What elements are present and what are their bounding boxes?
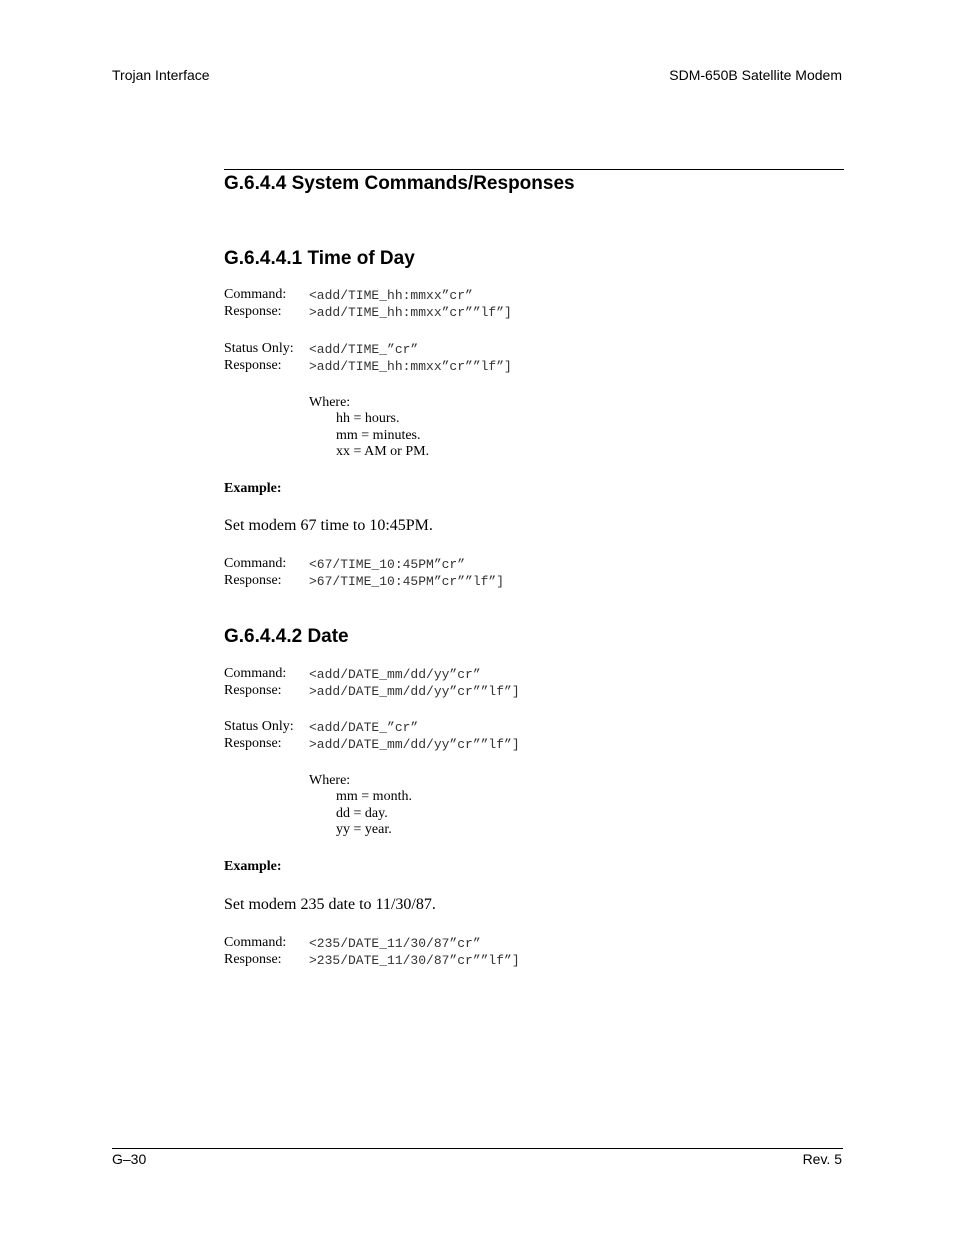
header-left: Trojan Interface	[112, 67, 210, 83]
footer-revision: Rev. 5	[802, 1151, 842, 1167]
header-right: SDM-650B Satellite Modem	[669, 67, 842, 83]
cmd-code: <67/TIME_10:45PM”cr”	[309, 557, 466, 572]
footer-rule	[112, 1148, 843, 1149]
cmd-label: Command:	[224, 666, 287, 681]
resp-code: >235/DATE_11/30/87”cr””lf”]	[309, 953, 520, 968]
example-text: Set modem 67 time to 10:45PM.	[224, 517, 433, 534]
section-title: G.6.4.4 System Commands/Responses	[224, 173, 575, 194]
time-of-day-title: G.6.4.4.1 Time of Day	[224, 248, 415, 269]
resp-code: >add/DATE_mm/dd/yy”cr””lf”]	[309, 737, 520, 752]
resp-label: Response:	[224, 952, 282, 967]
resp-code: >67/TIME_10:45PM”cr””lf”]	[309, 574, 505, 589]
footer-page-number: G–30	[112, 1151, 147, 1167]
cmd-code: <235/DATE_11/30/87”cr”	[309, 936, 481, 951]
where-item: hh = hours.	[336, 411, 400, 426]
where-item: yy = year.	[336, 822, 392, 837]
where-label: Where:	[309, 395, 351, 410]
example-label: Example:	[224, 481, 282, 496]
cmd-label: Command:	[224, 935, 287, 950]
status-label: Status Only:	[224, 341, 294, 356]
date-title: G.6.4.4.2 Date	[224, 626, 349, 647]
cmd-code: <add/TIME_hh:mmxx”cr”	[309, 288, 473, 303]
where-item: mm = month.	[336, 789, 412, 804]
where-label: Where:	[309, 773, 351, 788]
example-text: Set modem 235 date to 11/30/87.	[224, 896, 436, 913]
resp-label: Response:	[224, 683, 282, 698]
status-label: Status Only:	[224, 719, 294, 734]
where-item: mm = minutes.	[336, 428, 421, 443]
cmd-code: <add/DATE_mm/dd/yy”cr”	[309, 667, 481, 682]
example-label: Example:	[224, 859, 282, 874]
cmd-label: Command:	[224, 556, 287, 571]
where-item: xx = AM or PM.	[336, 444, 430, 459]
where-item: dd = day.	[336, 806, 388, 821]
cmd-label: Command:	[224, 287, 287, 302]
resp-code: >add/DATE_mm/dd/yy”cr””lf”]	[309, 684, 520, 699]
resp-code: >add/TIME_hh:mmxx”cr””lf”]	[309, 359, 512, 374]
resp-label: Response:	[224, 573, 282, 588]
resp-code: >add/TIME_hh:mmxx”cr””lf”]	[309, 305, 512, 320]
status-code: <add/TIME_”cr”	[309, 342, 419, 357]
section-rule	[224, 169, 844, 170]
resp-label: Response:	[224, 736, 282, 751]
status-code: <add/DATE_”cr”	[309, 720, 419, 735]
resp-label: Response:	[224, 358, 282, 373]
resp-label: Response:	[224, 304, 282, 319]
